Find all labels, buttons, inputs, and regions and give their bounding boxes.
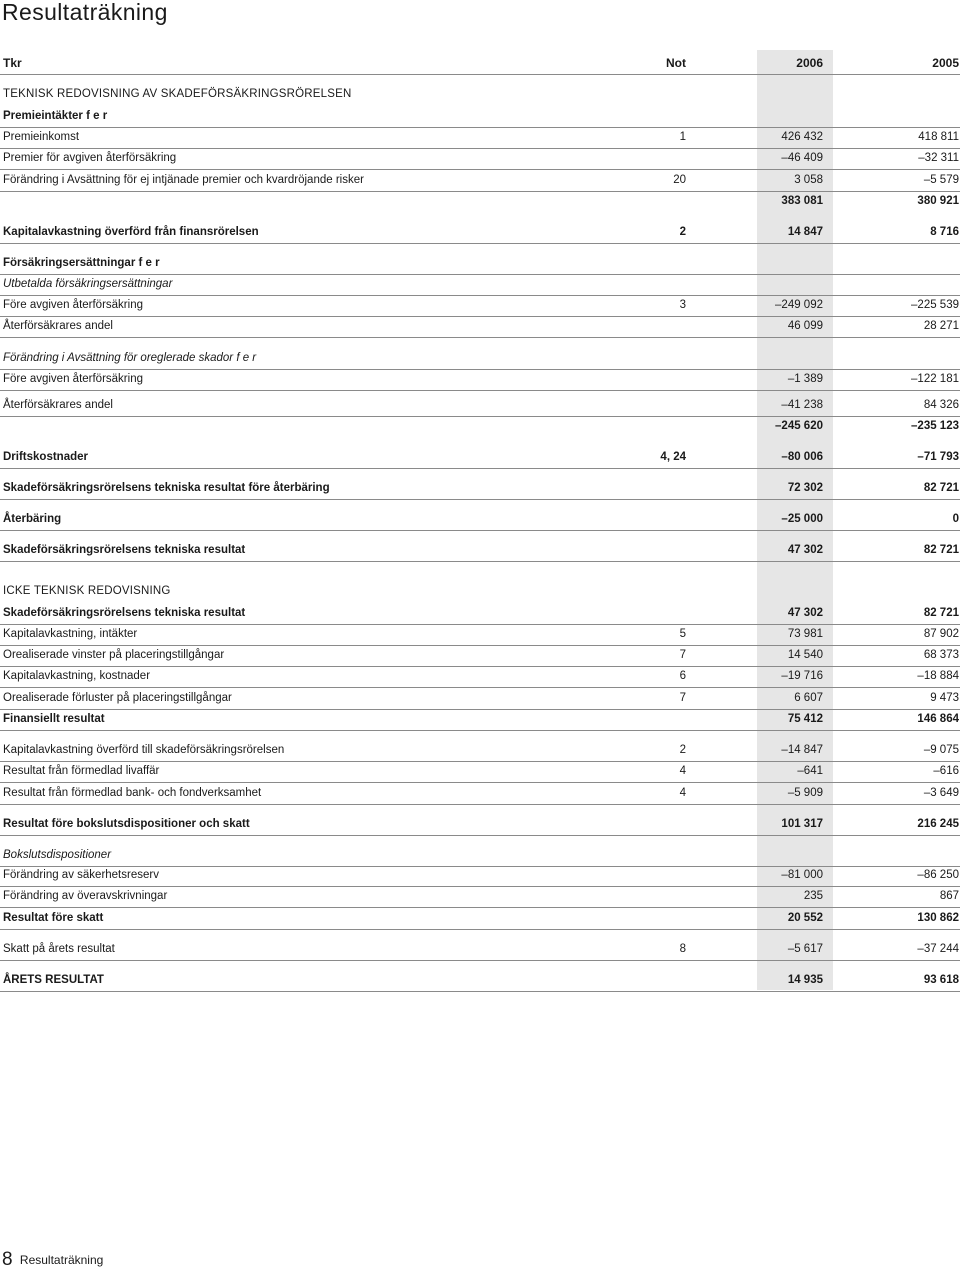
table-row	[0, 395, 960, 417]
value-2005: 93 618	[923, 974, 959, 986]
value-2006: 72 302	[787, 482, 823, 494]
table-row	[0, 191, 960, 212]
value-2006: 47 302	[787, 607, 823, 619]
table-row	[0, 645, 960, 667]
row-note: 2	[679, 744, 686, 756]
value-2005: 146 864	[917, 713, 959, 725]
value-2005: 0	[952, 513, 959, 525]
table-row	[0, 814, 960, 836]
row-label: Kapitalavkastning, intäkter	[3, 628, 138, 640]
value-2006: –249 092	[775, 299, 823, 311]
value-2006: 383 081	[781, 195, 823, 207]
row-note: 4, 24	[660, 451, 686, 463]
row-note: 4	[679, 787, 686, 799]
value-2006: 14 540	[787, 649, 823, 661]
row-label: Bokslutsdispositioner	[3, 849, 112, 861]
value-2006: 6 607	[794, 692, 823, 704]
footer-section-title: Resultaträkning	[19, 1253, 104, 1267]
value-2005: –86 250	[917, 869, 959, 881]
row-label: Premieintäkter f e r	[3, 110, 108, 122]
row-note: 4	[679, 765, 686, 777]
value-2005: –37 244	[917, 943, 959, 955]
table-header-row	[0, 53, 960, 75]
value-2006: 46 099	[787, 320, 823, 332]
table-row	[0, 106, 960, 128]
row-label: Resultat från förmedlad bank- och fondverksamhet	[3, 787, 262, 799]
value-2005: 28 271	[923, 320, 959, 332]
value-2006: –19 716	[781, 670, 823, 682]
row-note: 5	[679, 628, 686, 640]
row-label: Premieinkomst	[3, 131, 80, 143]
value-2005: 87 902	[923, 628, 959, 640]
row-label: Förändring av säkerhetsreserv	[3, 869, 159, 881]
table-row	[0, 348, 960, 370]
value-2006: 2006	[796, 56, 823, 70]
value-2006: 235	[803, 890, 823, 902]
value-2006: –641	[797, 765, 823, 777]
table-row	[0, 295, 960, 317]
table-row	[0, 416, 960, 437]
table-row	[0, 369, 960, 391]
row-note: 2	[679, 226, 686, 238]
value-2005: 68 373	[923, 649, 959, 661]
value-2005: 8 716	[930, 226, 959, 238]
value-2005: 84 326	[923, 399, 959, 411]
table-row	[0, 581, 960, 602]
row-note: 7	[679, 649, 686, 661]
value-2006: 3 058	[794, 174, 823, 186]
row-note: 3	[679, 299, 686, 311]
value-2006: –14 847	[781, 744, 823, 756]
table-row	[0, 666, 960, 688]
row-label: Orealiserade vinster på placeringstillgångar	[3, 649, 225, 661]
value-2006: 101 317	[781, 818, 823, 830]
value-2006: 47 302	[787, 544, 823, 556]
value-2006: 73 981	[787, 628, 823, 640]
value-2005: 216 245	[917, 818, 959, 830]
table-row	[0, 447, 960, 469]
table-row	[0, 865, 960, 887]
row-label: Finansiellt resultat	[3, 713, 105, 725]
row-label: Återförsäkrares andel	[3, 320, 113, 332]
table-row	[0, 222, 960, 244]
table-row	[0, 540, 960, 562]
table-row	[0, 478, 960, 500]
value-2005: 2005	[932, 56, 959, 70]
value-2005: 380 921	[917, 195, 959, 207]
value-2006: –81 000	[781, 869, 823, 881]
row-label: Kapitalavkastning, kostnader	[3, 670, 151, 682]
row-label: Före avgiven återförsäkring	[3, 373, 143, 385]
row-note: 8	[679, 943, 686, 955]
value-2006: –25 000	[781, 513, 823, 525]
table-row	[0, 170, 960, 192]
value-2006: 20 552	[787, 912, 823, 924]
row-label: Resultat från förmedlad livaffär	[3, 765, 160, 777]
value-2005: 867	[939, 890, 959, 902]
table-row	[0, 148, 960, 170]
row-label: Utbetalda försäkringsersättningar	[3, 278, 173, 290]
value-2005: 9 473	[930, 692, 959, 704]
value-2006: –46 409	[781, 152, 823, 164]
row-label: Kapitalavkastning överförd till skadeförsäkringsrörelsen	[3, 744, 285, 756]
value-2005: –32 311	[918, 152, 959, 164]
row-label: Tkr	[3, 56, 22, 70]
table-row	[0, 908, 960, 930]
row-note: 20	[673, 174, 686, 186]
row-label: Resultat före bokslutsdispositioner och skatt	[3, 818, 250, 830]
table-row	[0, 761, 960, 783]
row-label: TEKNISK REDOVISNING AV SKADEFÖRSÄKRINGSRÖRELSEN	[3, 88, 352, 100]
row-label: Återförsäkrares andel	[3, 399, 113, 411]
table-row	[0, 688, 960, 710]
row-note: 1	[679, 131, 686, 143]
table-row	[0, 939, 960, 961]
row-label: Premier för avgiven återförsäkring	[3, 152, 177, 164]
row-label: Skadeförsäkringsrörelsens tekniska resultat	[3, 544, 246, 556]
page-footer	[2, 1248, 103, 1272]
value-2006: 75 412	[787, 713, 823, 725]
value-2006: –1 389	[787, 373, 823, 385]
table-row	[0, 316, 960, 338]
table-row	[0, 127, 960, 149]
page-number: 8	[2, 1249, 13, 1270]
row-note: 6	[679, 670, 686, 682]
table-row	[0, 84, 960, 105]
value-2005: –18 884	[917, 670, 959, 682]
value-2005: –3 649	[923, 787, 959, 799]
row-label: Förändring av överavskrivningar	[3, 890, 168, 902]
value-2005: –616	[933, 765, 959, 777]
value-2006: –80 006	[781, 451, 823, 463]
table-row	[0, 509, 960, 531]
row-note: 7	[679, 692, 686, 704]
value-2005: –122 181	[911, 373, 959, 385]
row-label: Orealiserade förluster på placeringstillgångar	[3, 692, 232, 704]
table-row	[0, 253, 960, 275]
row-label: Resultat före skatt	[3, 912, 104, 924]
row-label: Skadeförsäkringsrörelsens tekniska resultat	[3, 607, 246, 619]
row-label: Skatt på årets resultat	[3, 943, 115, 955]
value-2005: –225 539	[911, 299, 959, 311]
value-2006: –5 617	[787, 943, 823, 955]
row-label: Före avgiven återförsäkring	[3, 299, 143, 311]
value-2005: –235 123	[911, 420, 959, 432]
value-2005: –5 579	[923, 174, 959, 186]
table-row	[0, 709, 960, 731]
value-2005: 130 862	[917, 912, 959, 924]
row-label: Återbäring	[3, 513, 62, 525]
table-row	[0, 783, 960, 805]
row-label: Förändring i Avsättning för oreglerade skador f e r	[3, 352, 257, 364]
value-2006: –245 620	[775, 420, 823, 432]
table-row	[0, 274, 960, 296]
value-2006: 426 432	[781, 131, 823, 143]
value-2005: 418 811	[918, 131, 959, 143]
row-label: Driftskostnader	[3, 451, 88, 463]
row-label: Skadeförsäkringsrörelsens tekniska resultat före återbäring	[3, 482, 330, 494]
table-row	[0, 603, 960, 625]
row-label: Förändring i Avsättning för ej intjänade premier och kvardröjande risker	[3, 174, 364, 186]
value-2005: 82 721	[923, 482, 959, 494]
table-row	[0, 886, 960, 908]
value-2005: –9 075	[923, 744, 959, 756]
value-2006: –41 238	[781, 399, 823, 411]
table-row	[0, 845, 960, 867]
value-2006: –5 909	[787, 787, 823, 799]
page-title: Resultaträkning	[2, 0, 168, 25]
value-2005: 82 721	[923, 607, 959, 619]
row-note: Not	[666, 56, 686, 70]
row-label: ICKE TEKNISK REDOVISNING	[3, 585, 171, 597]
row-label: ÅRETS RESULTAT	[3, 974, 104, 986]
table-row	[0, 970, 960, 992]
row-label: Kapitalavkastning överförd från finansrörelsen	[3, 226, 259, 238]
table-row	[0, 624, 960, 646]
row-label: Försäkringsersättningar f e r	[3, 257, 160, 269]
value-2006: 14 935	[787, 974, 823, 986]
table-row	[0, 740, 960, 762]
value-2006: 14 847	[787, 226, 823, 238]
value-2005: –71 793	[917, 451, 959, 463]
value-2005: 82 721	[923, 544, 959, 556]
